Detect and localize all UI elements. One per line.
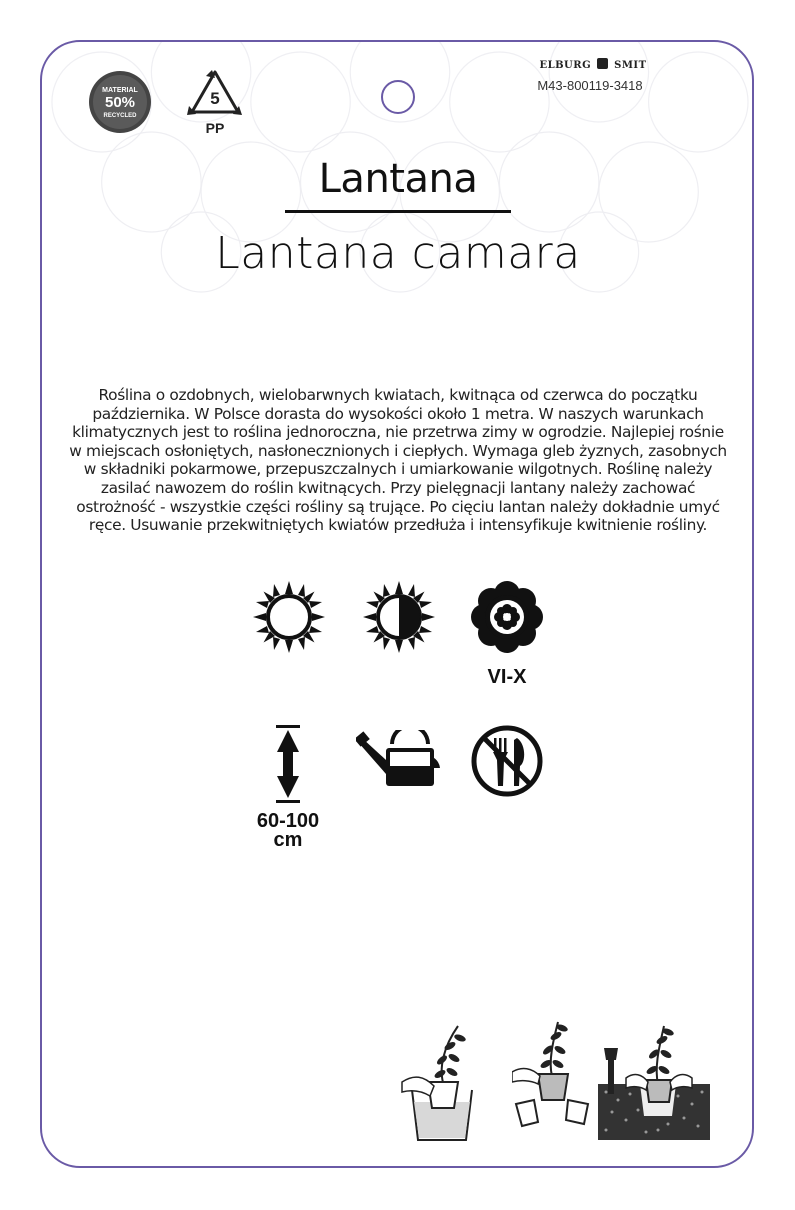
plant-description: Roślina o ozdobnych, wielobarwnych kwiatach, kwitnąca od czerwca do początku października. W Polsce dorasta do wysokości około 1 metra. W naszych warunkach klimatycznych jest to roślina jednoroczna, nie przetrwa zimy w ogrodzie. Najlepiej rośnie w miejscach osłoniętych, nasłonecznionych i ciepłych. Wymaga gleb żyznych, zasobnych w składniki pokarmowe, przepuszczalnych i umiarkowanie wilgotnych. Roślinę należy zasilać nawozem do roślin kwitnących. Przy pielęgnacji lantany należy zachować ostrożność - wszystkie części rośliny są trujące. Po cięciu lantan należy dokładnie umyć ręce. Usuwanie przekwitniętych kwiatów przedłuża i intensyfikuje kwitnienie rośliny.	[69, 386, 727, 535]
brand-mark-icon	[597, 58, 608, 69]
recycle-material: PP	[205, 120, 225, 136]
product-code: M43-800119-3418	[537, 78, 643, 93]
height-label	[240, 812, 336, 850]
recycling-symbol-icon	[184, 66, 246, 138]
common-name: Lantana	[318, 156, 478, 202]
brand-logo	[538, 58, 648, 71]
badge-percent-text: 50%	[104, 94, 136, 111]
latin-name: Lantana camara	[215, 228, 581, 279]
badge-bottom-text: RECYCLED	[103, 113, 137, 119]
recycled-material-badge-icon	[88, 70, 152, 134]
badge-top-text: MATERIAL	[102, 87, 138, 94]
brand-right: SMIT	[614, 60, 647, 71]
height-unit: cm	[273, 829, 303, 851]
recycle-number: 5	[210, 89, 220, 108]
height-value: 60-100	[256, 810, 320, 832]
brand-left: ELBURG	[539, 60, 592, 71]
flower-icon	[470, 580, 544, 654]
title-divider	[285, 210, 511, 213]
root-ball-step-icon	[512, 1016, 596, 1128]
hanging-hole	[381, 80, 415, 114]
watering-can-icon	[356, 730, 440, 788]
planting-in-soil-step-icon	[598, 1020, 710, 1140]
flowering-period-label: VI-X	[487, 666, 527, 688]
pot-removal-step-icon	[400, 1016, 484, 1142]
sun-icon	[252, 580, 326, 654]
height-arrow-icon	[272, 724, 304, 804]
half-sun-icon	[362, 580, 436, 654]
not-edible-icon	[470, 724, 544, 798]
